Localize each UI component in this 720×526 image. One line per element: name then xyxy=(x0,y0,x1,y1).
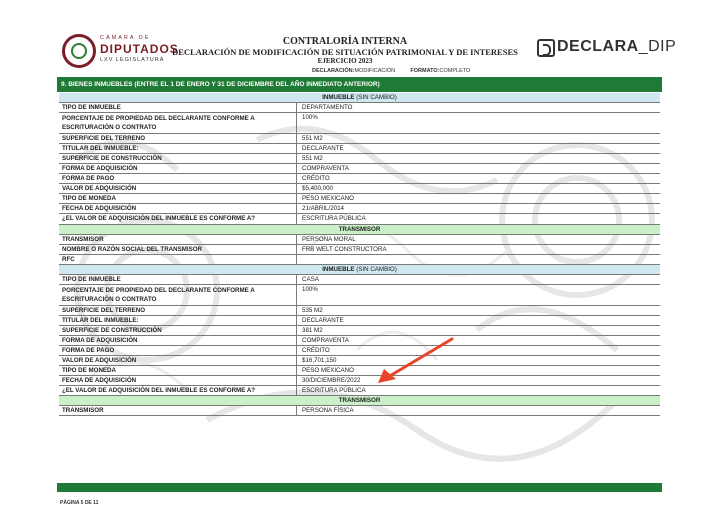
row-value: PERSONA FÍSICA xyxy=(302,407,354,415)
table-row xyxy=(59,134,660,144)
row-label: VALOR DE ADQUISICIÓN xyxy=(59,356,297,365)
row-value: 21/ABRIL/2014 xyxy=(302,205,344,213)
header-subtitle: DECLARACIÓN DE MODIFICACIÓN DE SITUACIÓN PATRIMONIAL Y DE INTERESES xyxy=(172,47,518,57)
row-value: DECLARANTE xyxy=(302,145,344,153)
row-value: $5,400,000 xyxy=(302,185,333,193)
table-row xyxy=(59,245,660,255)
row-label: PORCENTAJE DE PROPIEDAD DEL DECLARANTE CONFORME A ESCRITURACIÓN O CONTRATO xyxy=(59,113,297,133)
red-arrow-annotation xyxy=(370,333,460,389)
table-row xyxy=(59,164,660,174)
row-value: ESCRITURA PÚBLICA xyxy=(302,387,366,395)
table-row xyxy=(59,103,660,113)
row-value: DECLARANTE xyxy=(302,316,344,324)
section-title: 9. BIENES INMUEBLES (ENTRE EL 1 DE ENERO Y 31 DE DICIEMBRE DEL AÑO INMEDIATO ANTERIOR) xyxy=(57,77,662,92)
row-value: CRÉDITO xyxy=(302,175,330,183)
row-value: $16,701,150 xyxy=(302,357,337,365)
table-row xyxy=(59,154,660,164)
row-value: CRÉDITO xyxy=(302,346,330,354)
property1-header: INMUEBLE (SIN CAMBIO) xyxy=(59,93,660,103)
row-label: TIPO DE MONEDA xyxy=(59,366,297,375)
row-label: FECHA DE ADQUISICIÓN xyxy=(59,376,297,385)
table-row xyxy=(59,113,660,134)
row-value: PESO MEXICANO xyxy=(302,367,354,375)
camara-line3: LXV LEGISLATURA xyxy=(100,57,165,63)
row-label: VALOR DE ADQUISICIÓN xyxy=(59,184,297,193)
table-row xyxy=(59,346,660,356)
row-label: TIPO DE MONEDA xyxy=(59,194,297,203)
camara-line2: DIPUTADOS xyxy=(100,42,179,56)
header-title: CONTRALORÍA INTERNA xyxy=(282,36,408,47)
brand-main: DECLARA xyxy=(557,38,639,55)
table-row xyxy=(59,235,660,245)
row-value: 551 M2 xyxy=(302,135,323,143)
row-value: 100% xyxy=(302,114,318,122)
document-header xyxy=(170,36,520,66)
row-label: SUPERFICIE DEL TERRENO xyxy=(59,306,297,315)
table-row xyxy=(59,326,660,336)
table-row xyxy=(59,194,660,204)
property2-transmisor-header: TRANSMISOR xyxy=(59,396,660,406)
row-label: SUPERFICIE DE CONSTRUCCIÓN xyxy=(59,154,297,163)
row-label: TIPO DE INMUEBLE xyxy=(59,275,297,284)
decl-value: MODIFICACIÓN xyxy=(354,68,396,74)
row-label: SUPERFICIE DEL TERRENO xyxy=(59,134,297,143)
table-row xyxy=(59,316,660,326)
page-number: PÁGINA 5 DE 11 xyxy=(60,500,99,506)
row-value: 551 M2 xyxy=(302,155,323,163)
row-label: FORMA DE PAGO xyxy=(59,174,297,183)
table-row xyxy=(59,406,660,416)
row-value: DEPARTAMENTO xyxy=(302,104,353,112)
row-value: ESCRITURA PÚBLICA xyxy=(302,215,366,223)
row-value: 30/DICIEMBRE/2022 xyxy=(302,377,361,385)
format-value: COMPLETO xyxy=(439,68,471,74)
table-row xyxy=(59,204,660,214)
row-label: TRANSMISOR xyxy=(59,406,297,415)
row-label: TITULAR DEL INMUEBLE: xyxy=(59,144,297,153)
row-label: NOMBRE O RAZÓN SOCIAL DEL TRANSMISOR xyxy=(59,245,297,254)
row-label: FORMA DE ADQUISICIÓN xyxy=(59,164,297,173)
table-row xyxy=(59,214,660,224)
declaration-info xyxy=(312,68,470,74)
row-label: FECHA DE ADQUISICIÓN xyxy=(59,204,297,213)
row-label: FORMA DE ADQUISICIÓN xyxy=(59,336,297,345)
row-value: COMPRAVENTA xyxy=(302,336,349,344)
row-value: PERSONA MORAL xyxy=(302,235,356,243)
table-row xyxy=(59,255,660,265)
format-label: FORMATO: xyxy=(410,68,440,74)
row-label: TITULAR DEL INMUEBLE: xyxy=(59,316,297,325)
row-value: COMPRAVENTA xyxy=(302,165,349,173)
declara-icon xyxy=(537,39,555,57)
row-value: 100% xyxy=(302,285,318,293)
row-label: TIPO DE INMUEBLE xyxy=(59,103,297,112)
decl-label: DECLARACIÓN: xyxy=(312,68,355,74)
table-row xyxy=(59,184,660,194)
table-row xyxy=(59,386,660,396)
table-row xyxy=(59,336,660,346)
brand-suffix: _DIP xyxy=(638,38,677,55)
row-value: 535 M2 xyxy=(302,306,323,314)
row-value: PESO MEXICANO xyxy=(302,195,354,203)
row-value: 381 M2 xyxy=(302,326,323,334)
table-row xyxy=(59,306,660,316)
camara-line1: CÁMARA DE xyxy=(100,35,151,41)
table-row xyxy=(59,366,660,376)
property2-header: INMUEBLE (SIN CAMBIO) xyxy=(59,265,660,275)
table-row xyxy=(59,356,660,366)
row-value xyxy=(299,255,660,264)
table-row xyxy=(59,174,660,184)
property1-transmisor-header: TRANSMISOR xyxy=(59,225,660,235)
row-label: FORMA DE PAGO xyxy=(59,346,297,355)
table-row xyxy=(59,144,660,154)
footer-bar xyxy=(57,483,662,492)
table-row xyxy=(59,275,660,285)
row-value: FRB WELT CONSTRUCTORA xyxy=(302,245,387,253)
row-value: CASA xyxy=(302,275,319,283)
row-label: PORCENTAJE DE PROPIEDAD DEL DECLARANTE CONFORME A ESCRITURACIÓN O CONTRATO xyxy=(59,285,297,305)
row-label: ¿EL VALOR DE ADQUISICIÓN DEL INMUEBLE ES CONFORME A? xyxy=(59,214,297,223)
row-label: SUPERFICIE DE CONSTRUCCIÓN xyxy=(59,326,297,335)
table-row xyxy=(59,285,660,306)
seal-icon xyxy=(62,34,96,68)
properties-table xyxy=(59,93,660,416)
row-label: ¿EL VALOR DE ADQUISICIÓN DEL INMUEBLE ES CONFORME A? xyxy=(59,386,297,395)
table-row xyxy=(59,376,660,386)
header-year: EJERCICIO 2023 xyxy=(317,57,373,65)
row-label: TRANSMISOR xyxy=(59,235,297,244)
row-label: RFC xyxy=(59,255,297,264)
